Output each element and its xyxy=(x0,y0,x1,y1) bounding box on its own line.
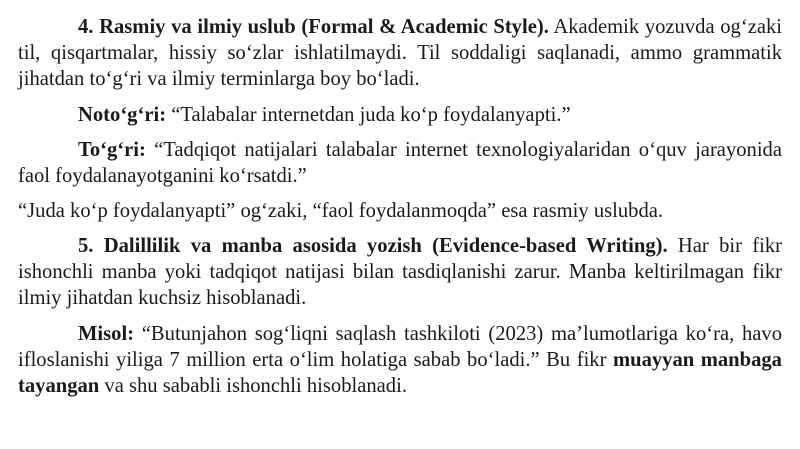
wrong-example-paragraph xyxy=(18,102,782,128)
example-label: Misol: xyxy=(78,323,135,345)
example-emphasis: muayyan manbaga tayangan xyxy=(18,349,782,397)
right-example-paragraph xyxy=(18,137,782,189)
comparison-note-text: “Juda ko‘p foydalanyapti” og‘zaki, “faol foydalanmoqda” esa rasmiy uslubda. xyxy=(18,200,664,222)
example-tail: va shu sababli ishonchli hisoblanadi. xyxy=(99,375,407,397)
right-example-label: To‘g‘ri: xyxy=(78,139,146,161)
section-4-body: Akademik yozuvda og‘zaki til, qisqartmalar, hissiy so‘zlar ishlatilmaydi. Til soddaligi saqlanadi, ammo grammatik jihatdan to‘g‘ri va ilmiy terminlarga boy bo‘ladi. xyxy=(18,16,783,90)
section-5-paragraph xyxy=(18,233,782,311)
wrong-example-label: Noto‘g‘ri: xyxy=(78,104,167,126)
example-paragraph xyxy=(18,321,782,399)
example-quote: “Butunjahon sog‘liqni saqlash tashkiloti (2023) ma’lumotlariga ko‘ra, havo ifloslanishi yiliga 7 million erta o‘lim holatiga sabab bo‘ladi.” Bu fikr xyxy=(18,323,782,371)
wrong-example-text: “Talabalar internetdan juda ko‘p foydalanyapti.” xyxy=(166,104,571,126)
section-5-heading: 5. Dalillilik va manba asosida yozish (Evidence-based Writing). xyxy=(78,235,668,257)
section-5-body: Har bir fikr ishonchli manba yoki tadqiqot natijasi bilan tasdiqlanishi zarur. Manba keltirilmagan fikr ilmiy jihatdan kuchsiz hisoblanadi. xyxy=(18,235,782,309)
section-4-heading: 4. Rasmiy va ilmiy uslub (Formal & Academic Style). xyxy=(78,16,549,38)
right-example-text: “Tadqiqot natijalari talabalar internet texnologiyalaridan o‘quv jarayonida faol foydalanayotganini ko‘rsatdi.” xyxy=(18,139,782,187)
comparison-note-paragraph xyxy=(18,198,782,224)
section-4-paragraph xyxy=(18,14,782,92)
